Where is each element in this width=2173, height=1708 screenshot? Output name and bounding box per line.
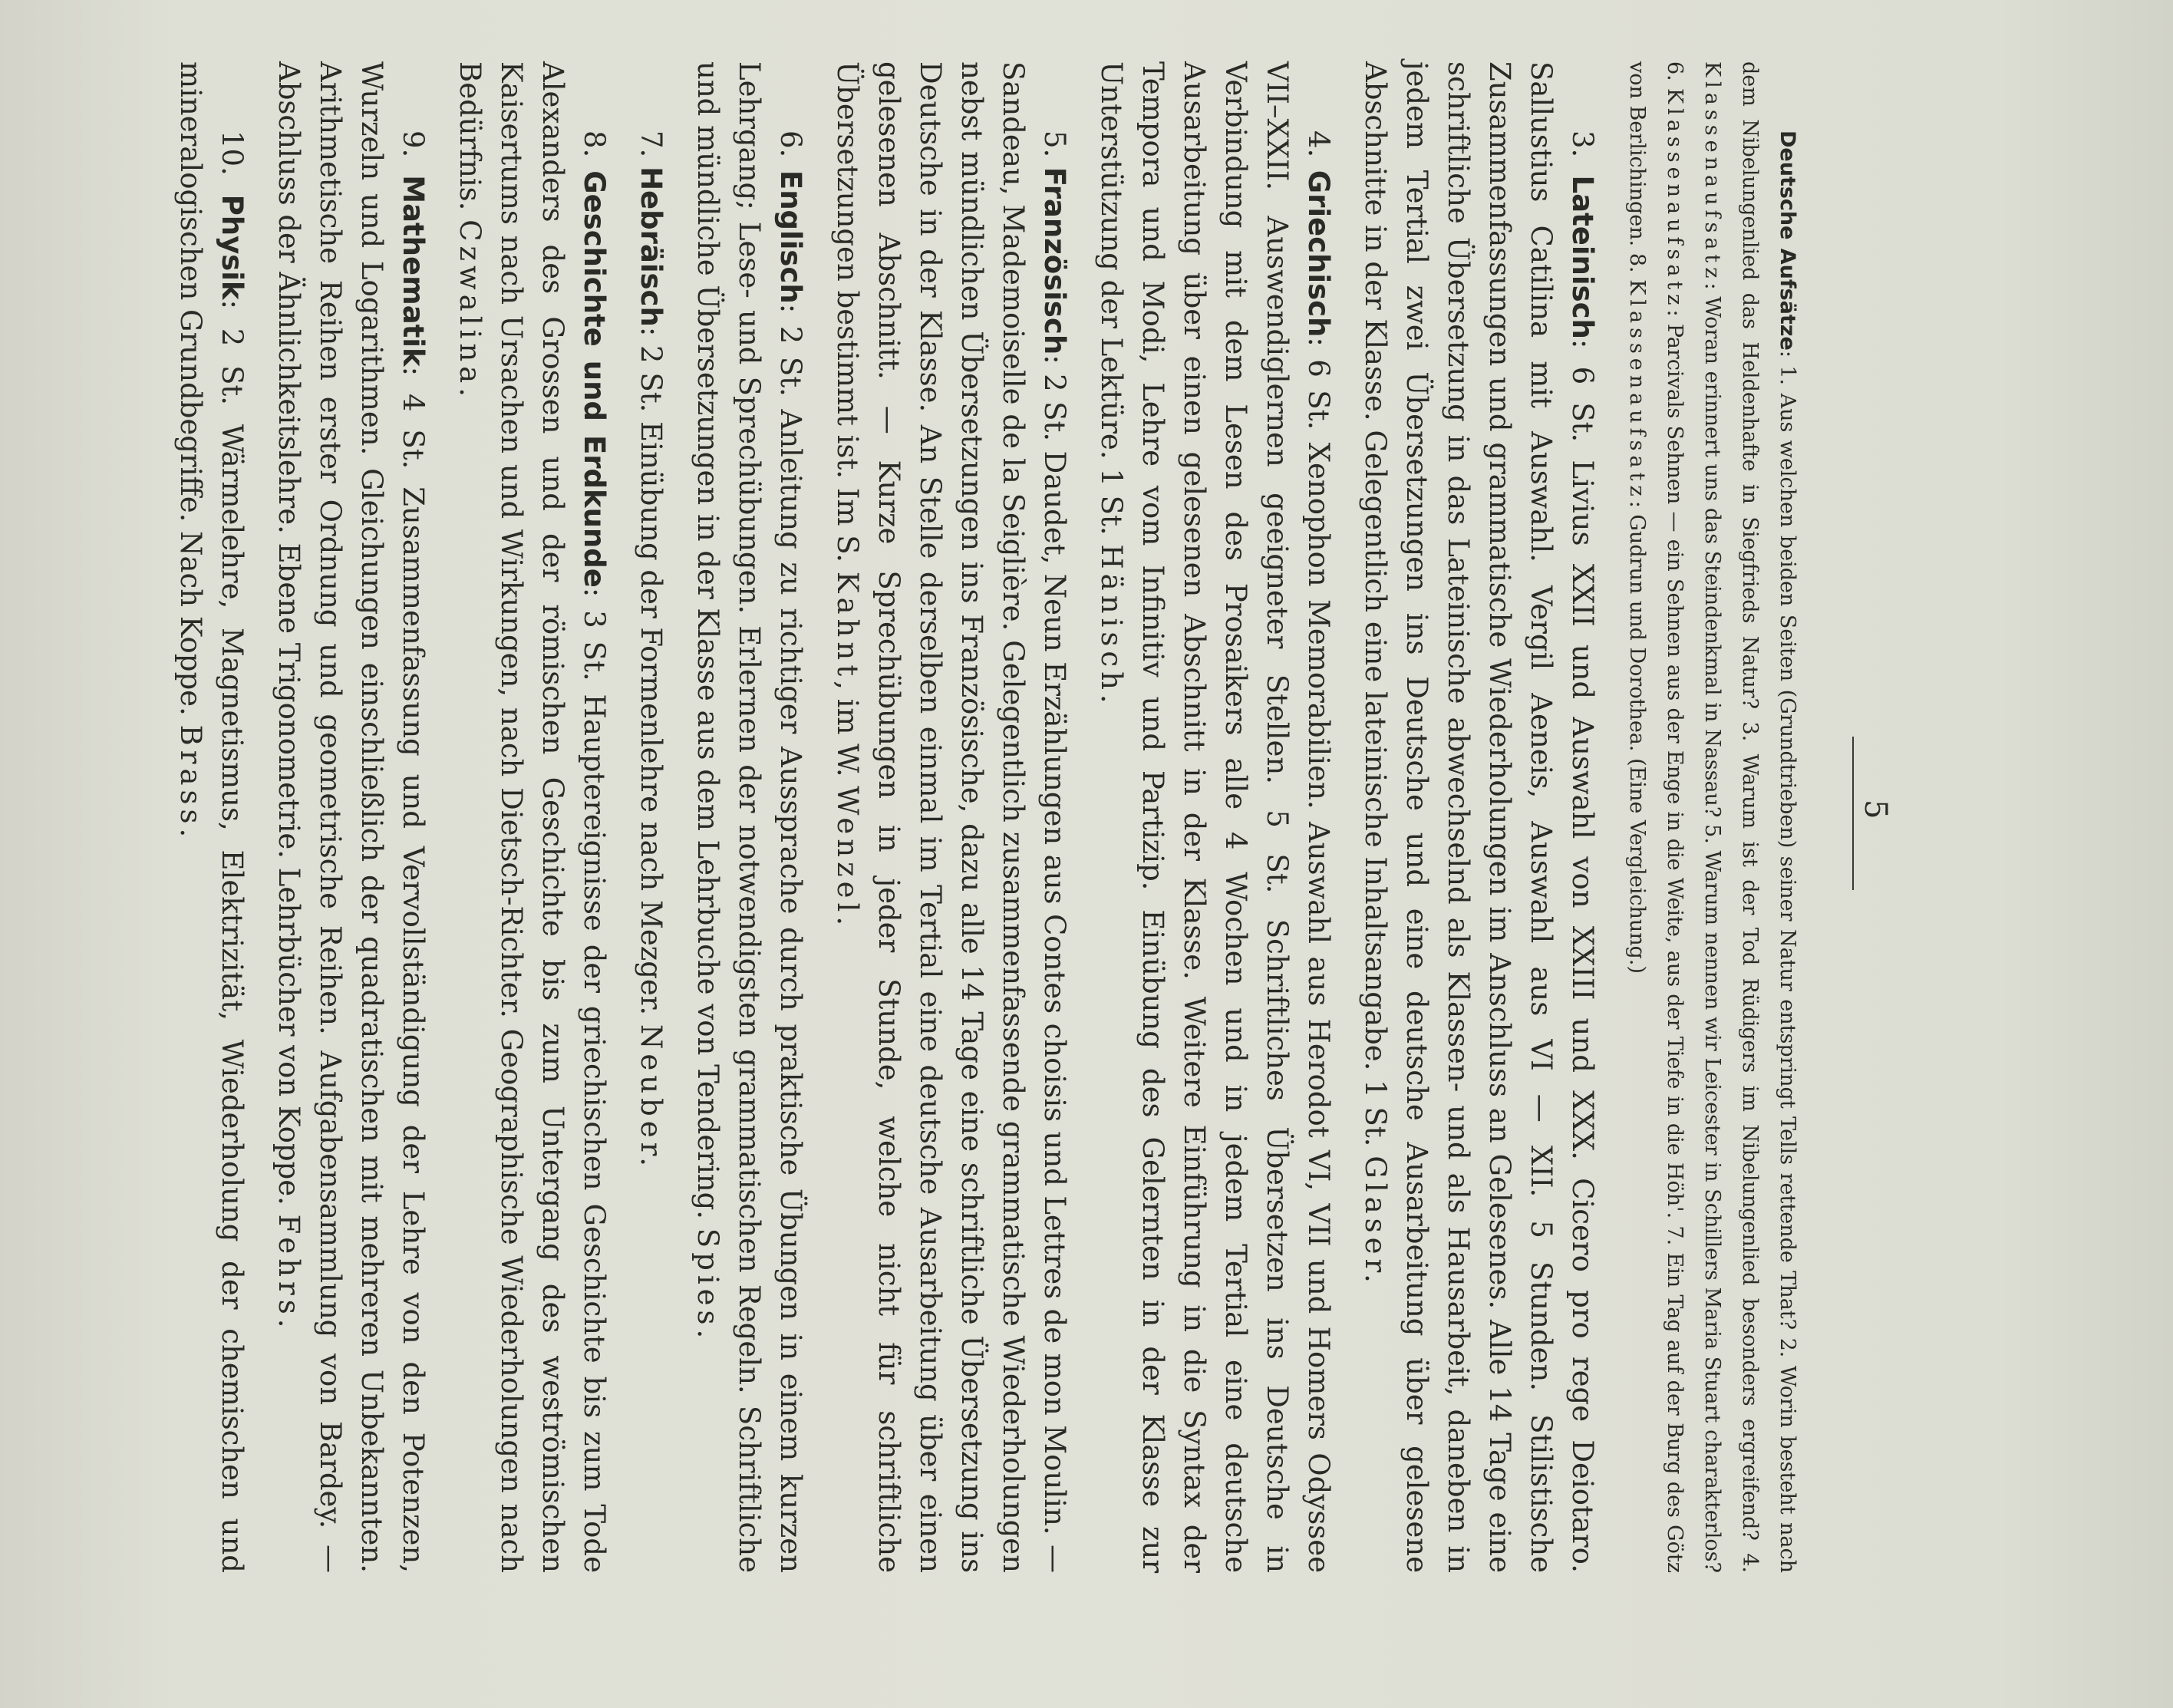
section-griechisch bbox=[1090, 61, 1339, 1573]
section-number: 7. bbox=[635, 130, 668, 158]
section-number: 6. bbox=[774, 130, 807, 158]
teacher-name: Spies. bbox=[691, 1228, 724, 1344]
section-heading: Lateinisch bbox=[1566, 175, 1599, 339]
section-text: : 1. Aus welchen beiden Seiten (Grundtrieben) seiner Natur entspringt Tells rettende That? 2. Worin besteht nach dem Nibelungenlied das Heldenhafte in Siegfrieds Natur? 3. Warum ist der Tod Rüdigers im Nibelungenlied besonders ergreifend? 4. bbox=[1738, 61, 1799, 1573]
teacher-name: Glaser. bbox=[1359, 1156, 1392, 1288]
section-number: 9. bbox=[397, 130, 430, 158]
teacher-name: Fehrs. bbox=[272, 1214, 305, 1333]
section-englisch bbox=[687, 61, 811, 1573]
page-number: 5 bbox=[1858, 800, 1893, 819]
teacher-name: Hänisch. bbox=[1095, 544, 1128, 708]
section-text: : 3 St. Hauptereignisse der griechischen Geschichte bis zum Tode Alexanders des Grossen und der römischen Geschichte bis zum Untergang des weströmischen Kaisertums nach Ursachen und Wirkungen, nach Dietsch-Richter. Geographische Wiederholungen nach Bedürfnis. bbox=[453, 61, 611, 1573]
section-text: : 6 St. Livius XXII und Auswahl von XXIII und XXX. Cicero pro rege Deiotaro. Sallustius Catilina mit Auswahl. Vergil Aeneis, Auswahl aus VI — XII. 5 Stunden. Stilistische Zusammenfassungen und grammatische Wiederholungen im Anschluss an Gelesenes. Alle 14 Tage eine schriftliche Übersetzung in das Lateinische abwechselnd als Klassen- und als Hausarbeit, daneben in jedem Tertial zwei Übersetzungen ins Deutsche und eine deutsche Ausarbeitung über gelesene Abschnitte in der Klasse. Gelegentlich eine lateinische Inhaltsangabe. 1 St. bbox=[1359, 61, 1599, 1573]
section-text: : 4 St. Zusammenfassung und Vervollständigung der Lehre von den Potenzen, Wurzeln und Logarithmen. Gleichungen einschließlich der quadratischen mit mehreren Unbekannten. Arithmetische Reihen erster Ordnung und geometrische Reihen. Aufgabensammlung von Bardey. — Abschluss der Ähnlichkeitslehre. Ebene Trigonometrie. Lehrbücher von Koppe. bbox=[272, 61, 430, 1574]
rotated-document-page bbox=[174, 61, 1898, 1574]
section-number: 4. bbox=[1302, 130, 1335, 158]
teacher-name: Czwalina. bbox=[453, 219, 486, 402]
klassenaufsatz-label: Klassenaufsatz bbox=[1700, 61, 1724, 283]
klassenaufsatz-label: Klassenaufsatz bbox=[1663, 88, 1687, 310]
section-text: , im W. bbox=[831, 681, 864, 786]
section-heading: Griechisch bbox=[1302, 170, 1335, 338]
section-heading: Französisch bbox=[1038, 167, 1071, 355]
section-text: : Gudrun und Dorothea. (Eine Vergleichung.) bbox=[1625, 500, 1649, 974]
section-number: 3. bbox=[1566, 130, 1599, 158]
section-text: : 2 St. Wärmelehre, Magnetismus, Elektrizität, Wiederholung der chemischen und mineralogischen Grundbegriffe. Nach Koppe. bbox=[174, 61, 249, 1573]
klassenaufsatz-label: Klassenaufsatz bbox=[1625, 279, 1649, 501]
section-heading: Hebräisch bbox=[635, 167, 668, 327]
section-text: : 6 St. Xenophon Memorabilien. Auswahl aus Herodot VI, VII und Homers Odyssee VII–XXII. Auswendiglernen geeigneter Stellen. 5 St. Schriftliches Übersetzen ins Deutsche in Verbindung mit dem Lesen des Prosaikers alle 4 Wochen und in jedem Tertial eine deutsche Ausarbeitung über einen gelesenen Abschnitt in der Klasse. Weitere Einführung in die Syntax der Tempora und Modi, Lehre vom Infinitiv und Partizip. Einübung des Gelernten in der Klasse zur Unterstützung der Lektüre. 1 St. bbox=[1095, 61, 1335, 1573]
section-mathematik bbox=[268, 61, 434, 1573]
section-text: : 2 St. Anleitung zu richtiger Aussprache durch praktische Übungen in einem kurzen Lehrgang; Lese- und Sprechübungen. Erlernen der notwendigsten grammatischen Regeln. Schriftliche und mündliche Übersetzungen in der Klasse aus dem Lehrbuche von Tendering. bbox=[691, 61, 807, 1573]
section-number: 5. bbox=[1038, 130, 1071, 158]
section-deutsche-aufsaetze bbox=[1618, 61, 1806, 1573]
teacher-name: Kahnt bbox=[831, 571, 864, 681]
section-heading: Physik bbox=[216, 194, 249, 300]
teacher-name: Brass. bbox=[174, 724, 207, 842]
section-number: 8. bbox=[578, 130, 611, 158]
section-franzoesisch bbox=[826, 61, 1075, 1573]
teacher-name: Neuber. bbox=[635, 1024, 668, 1172]
section-heading: Geschichte und Erdkunde bbox=[578, 170, 611, 588]
page-content bbox=[170, 61, 1806, 1573]
section-text: : 2 St. Einübung der Formenlehre nach Mezger. bbox=[635, 326, 668, 1024]
section-hebraeisch bbox=[630, 61, 671, 1573]
section-text: : 2 St. Daudet, Neun Erzählungen aus Contes choisis und Lettres de mon Moulin. — Sandeau, Mademoiselle de la Seiglière. Gelegentlich zusammenfassende grammatische Wiederholungen nebst mündlichen Übersetzungen ins Französische, dazu alle 14 Tage eine schriftliche Übersetzung ins Deutsche in der Klasse. An Stelle derselben einmal im Tertial eine deutsche Ausarbeitung über einen gelesenen Abschnitt. — Kurze Sprechübungen in jeder Stunde, welche nicht für schriftliche Übersetzungen bestimmt ist. Im S. bbox=[831, 61, 1071, 1573]
section-heading: Mathematik bbox=[397, 175, 430, 367]
page-header bbox=[1845, 61, 1898, 1573]
section-physik bbox=[170, 61, 252, 1573]
section-text: : Woran erinnert uns das Steindenkmal in Nassau? 5. Warum nennen wir Leicester in Schillers Maria Stuart charakterlos? 6. bbox=[1663, 61, 1724, 1573]
header-rule bbox=[1852, 737, 1854, 890]
section-number: 10. bbox=[216, 130, 249, 176]
teacher-name: Wenzel. bbox=[831, 786, 864, 931]
section-heading: Englisch bbox=[774, 170, 807, 304]
section-heading: Deutsche Aufsätze bbox=[1776, 130, 1799, 351]
section-text: : Parcivals Sehnen — ein Sehnen aus der Enge in die Weite, aus der Tiefe in die Höh'. 7. Ein Tag auf der Burg des Götz von Berlichingen. 8. bbox=[1625, 61, 1687, 1573]
section-lateinisch bbox=[1354, 61, 1603, 1573]
section-geschichte-erdkunde bbox=[449, 61, 615, 1573]
